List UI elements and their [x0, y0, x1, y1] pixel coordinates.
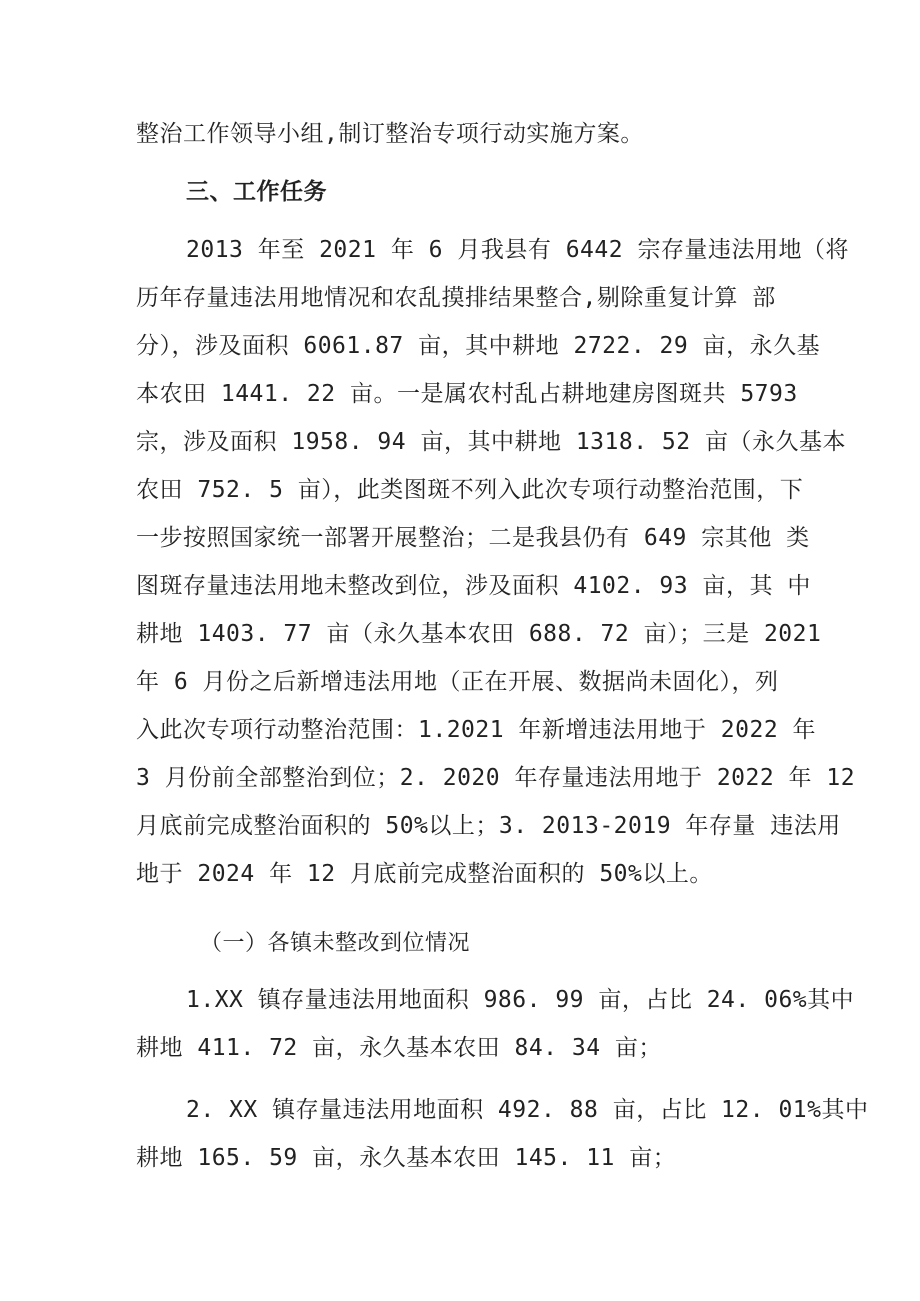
paragraph-line: 农田 752. 5 亩），此类图斑不列入此次专项行动整治范围，下 [136, 477, 804, 503]
item-line: 2. XX 镇存量违法用地面积 492. 88 亩，占比 12. 01%其中 [186, 1097, 869, 1123]
paragraph-line: 耕地 1403. 77 亩（永久基本农田 688. 72 亩）；三是 2021 [136, 621, 822, 647]
item-line: 耕地 411. 72 亩，永久基本农田 84. 34 亩； [136, 1035, 662, 1061]
section-heading: 三、工作任务 [186, 179, 327, 205]
paragraph-line: 本农田 1441. 22 亩。一是属农村乱占耕地建房图斑共 5793 [136, 381, 798, 407]
item-line: 耕地 165. 59 亩，永久基本农田 145. 11 亩； [136, 1145, 677, 1171]
item-line: 1.XX 镇存量违法用地面积 986. 99 亩，占比 24. 06%其中 [186, 987, 855, 1013]
intro-line: 整治工作领导小组,制订整治专项行动实施方案。 [136, 121, 644, 147]
paragraph-line: 分），涉及面积 6061.87 亩，其中耕地 2722. 29 亩，永久基 [136, 333, 821, 359]
paragraph-line: 地于 2024 年 12 月底前完成整治面积的 50%以上。 [136, 861, 713, 887]
paragraph-line: 3 月份前全部整治到位；2. 2020 年存量违法用地于 2022 年 12 [136, 765, 856, 791]
paragraph-line: 图斑存量违法用地未整改到位，涉及面积 4102. 93 亩，其 中 [136, 573, 811, 599]
paragraph-line: 年 6 月份之后新增违法用地（正在开展、数据尚未固化），列 [136, 669, 779, 695]
paragraph-line: 一步按照国家统一部署开展整治；二是我县仍有 649 宗其他 类 [136, 525, 810, 551]
subsection-heading: （一）各镇未整改到位情况 [200, 931, 471, 956]
paragraph-line: 宗，涉及面积 1958. 94 亩，其中耕地 1318. 52 亩（永久基本 [136, 429, 846, 455]
paragraph-line: 入此次专项行动整治范围：1.2021 年新增违法用地于 2022 年 [136, 717, 817, 743]
paragraph-line: 2013 年至 2021 年 6 月我县有 6442 宗存量违法用地（将 [186, 237, 849, 263]
paragraph-line: 月底前完成整治面积的 50%以上；3. 2013-2019 年存量 违法用 [136, 813, 841, 839]
paragraph-line: 历年存量违法用地情况和农乱摸排结果整合,剔除重复计算 部 [136, 285, 776, 311]
